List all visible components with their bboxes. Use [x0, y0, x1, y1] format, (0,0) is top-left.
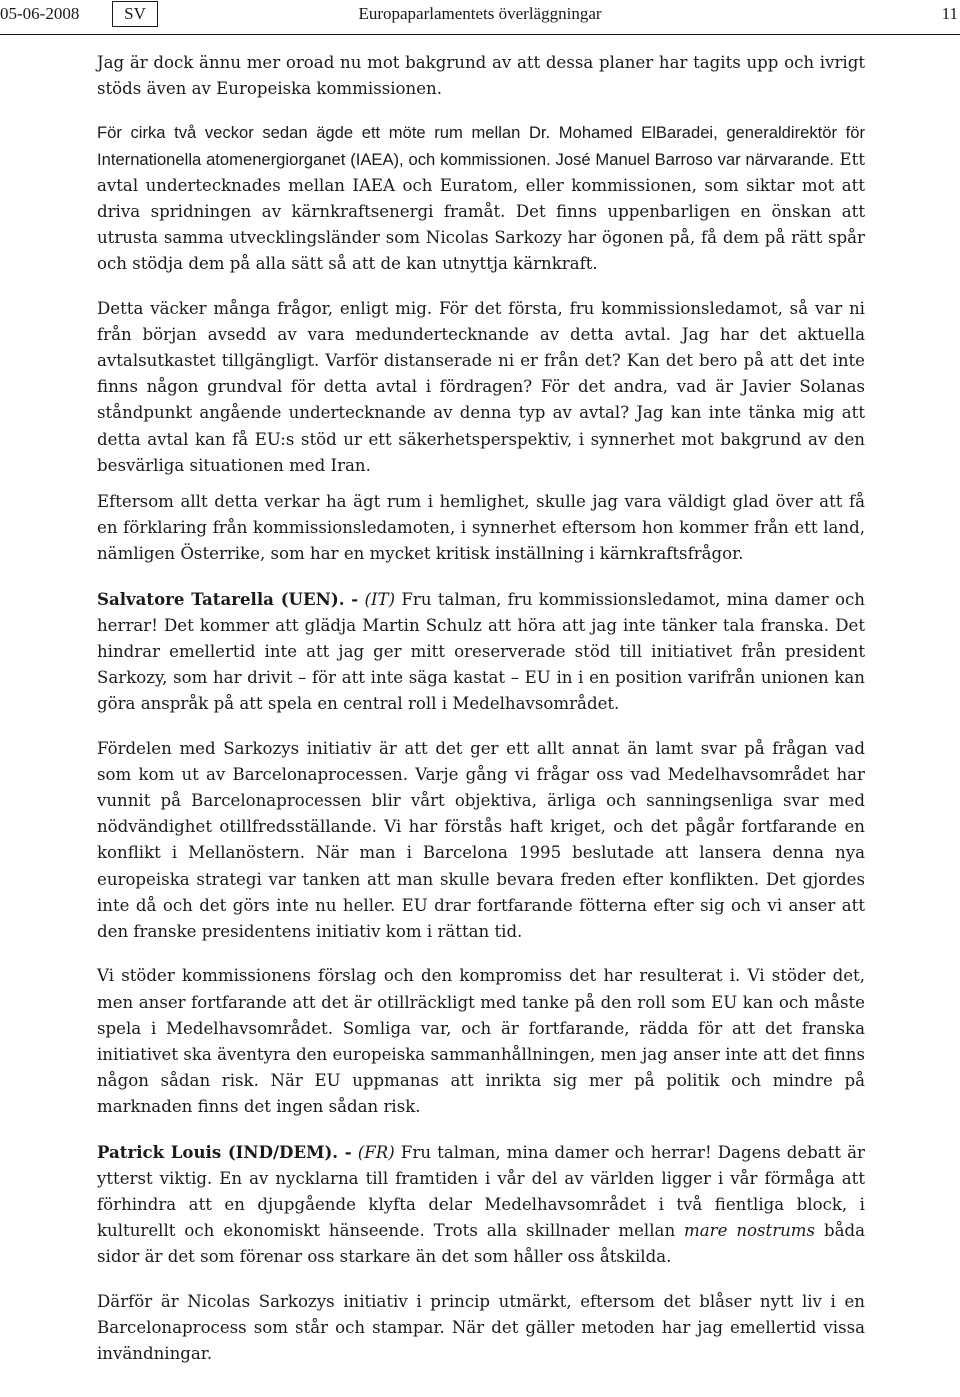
- paragraph-7: Vi stöder kommissionens förslag och den kompromiss det har resulterat i. Vi stöder det, men anser fortfarande att det är otillräckligt med tanke på den roll som EU kan och måste spela i Medelhavsområdet. Somliga var, och är fortfarande, rädda för att det franska initiativet ska äventyra den europeiska sammanhållningen, men jag anser inte att det finns någon sådan risk. När EU uppmanas att inrikta sig mer på politik och mindre på marknaden finns det ingen sådan risk.: [97, 966, 865, 1117]
- speech-text-part-b: båda sidor är det som förenar oss starkare än det som håller oss åtskilda.: [97, 1221, 865, 1267]
- emphasis-text: mare nostrums: [684, 1221, 816, 1241]
- header-divider: [0, 34, 960, 35]
- page-header: [0, 0, 960, 36]
- speaker-name: Salvatore Tatarella (UEN). -: [97, 588, 359, 609]
- paragraph-1: Jag är dock ännu mer oroad nu mot bakgrund av att dessa planer har tagits upp och ivrigt stöds även av Europeiska kommissionen.: [97, 53, 865, 99]
- speaker-name: Patrick Louis (IND/DEM). -: [97, 1141, 352, 1162]
- speaker-language: (IT): [364, 589, 396, 609]
- paragraph-2-part-a: För cirka två veckor sedan ägde ett möte rum mellan Dr. Mohamed ElBaradei, generaldirektör för Internationella atomenergiorganet (IAEA), och kommissionen. José Manuel Barroso var närvarande.: [97, 123, 865, 169]
- speech-text: Fru talman, fru kommissionsledamot, mina damer och herrar! Det kommer att glädja Martin Schulz att höra att jag inte tänker tala franska. Det hindrar emellertid inte att jag ger mitt oreserverade stöd till initiativet från president Sarkozy, som har drivit – för att inte säga kastat – EU in i en position varifrån unionen kan göra anspråk på att spela en central roll i Medelhavsområdet.: [97, 589, 865, 714]
- header-date: 05-06-2008: [0, 4, 80, 23]
- paragraph-speaker-tatarella: [97, 586, 865, 718]
- speaker-language: (FR): [357, 1142, 395, 1162]
- page-number: 11: [941, 4, 958, 23]
- document-body: [97, 50, 865, 1385]
- language-badge: SV: [112, 1, 158, 27]
- paragraph-2-part-b: Ett avtal undertecknades mellan IAEA och Euratom, eller kommissionen, som siktar mot att driva spridningen av kärnkraftsenergi framåt. Det finns uppenbarligen en önskan att utrusta samma utvecklingsländer som Nicolas Sarkozy har ögonen på, få dem på rätt spår och stödja dem på alla sätt så att de kan utnyttja kärnkraft.: [97, 149, 865, 274]
- speech-text-part-a: Fru talman, mina damer och herrar! Dagens debatt är ytterst viktig. En av nycklarna till framtiden i vår del av världen ligger i vår förmåga att förhindra att en djupgående klyfta delar Medelhavsområdet i två fientliga block, i kulturellt och ekonomiskt hänseende. Trots alla skillnader mellan: [97, 1142, 865, 1241]
- paragraph-speaker-louis: [97, 1139, 865, 1271]
- paragraph-6: Fördelen med Sarkozys initiativ är att det ger ett allt annat än lamt svar på frågan vad som kom ut av Barcelonaprocessen. Varje gång vi frågar oss vad Medelhavsområdet har vunnit på Barcelonaprocessen blir vårt objektiva, ärliga och sanningsenliga svar med nödvändighet otillfredsställande. Vi har förstås haft kriget, och det pågår fortfarande en konflikt i Mellanöstern. När man i Barcelona 1995 beslutade att lansera denna nya europeiska strategi var tanken att man skulle bevara freden efter konflikten. Det gjordes inte då och det görs inte nu heller. EU drar fortfarande fötterna efter sig och vi anser att den franske presidentens initiativ kom i rättan tid.: [97, 738, 865, 942]
- paragraph-2: [97, 120, 865, 277]
- paragraph-4: Eftersom allt detta verkar ha ägt rum i hemlighet, skulle jag vara väldigt glad över att få en förklaring från kommissionsledamoten, i synnerhet eftersom hon kommer från ett land, nämligen Österrike, som har en mycket kritisk inställning i kärnkraftsfrågor.: [97, 492, 865, 564]
- paragraph-3: Detta väcker många frågor, enligt mig. För det första, fru kommissionsledamot, så var ni från början avsedd av vara medundertecknande av detta avtal. Jag har det aktuella avtalsutkastet tillgängligt. Varför distanserade ni er från det? Kan det bero på att det inte finns någon grundval för detta avtal i fördragen? För det andra, vad är Javier Solanas ståndpunkt angående undertecknande av denna typ av avtal? Jag kan inte tänka mig att detta avtal kan få EU:s stöd ur ett säkerhetsperspektiv, i synnerhet mot bakgrund av den besvärliga situationen med Iran.: [97, 298, 865, 475]
- paragraph-9: Därför är Nicolas Sarkozys initiativ i princip utmärkt, eftersom det blåser nytt liv i en Barcelonaprocess som står och stampar. När det gäller metoden har jag emellertid vissa invändningar.: [97, 1291, 865, 1363]
- document-title: Europaparlamentets överläggningar: [358, 4, 602, 23]
